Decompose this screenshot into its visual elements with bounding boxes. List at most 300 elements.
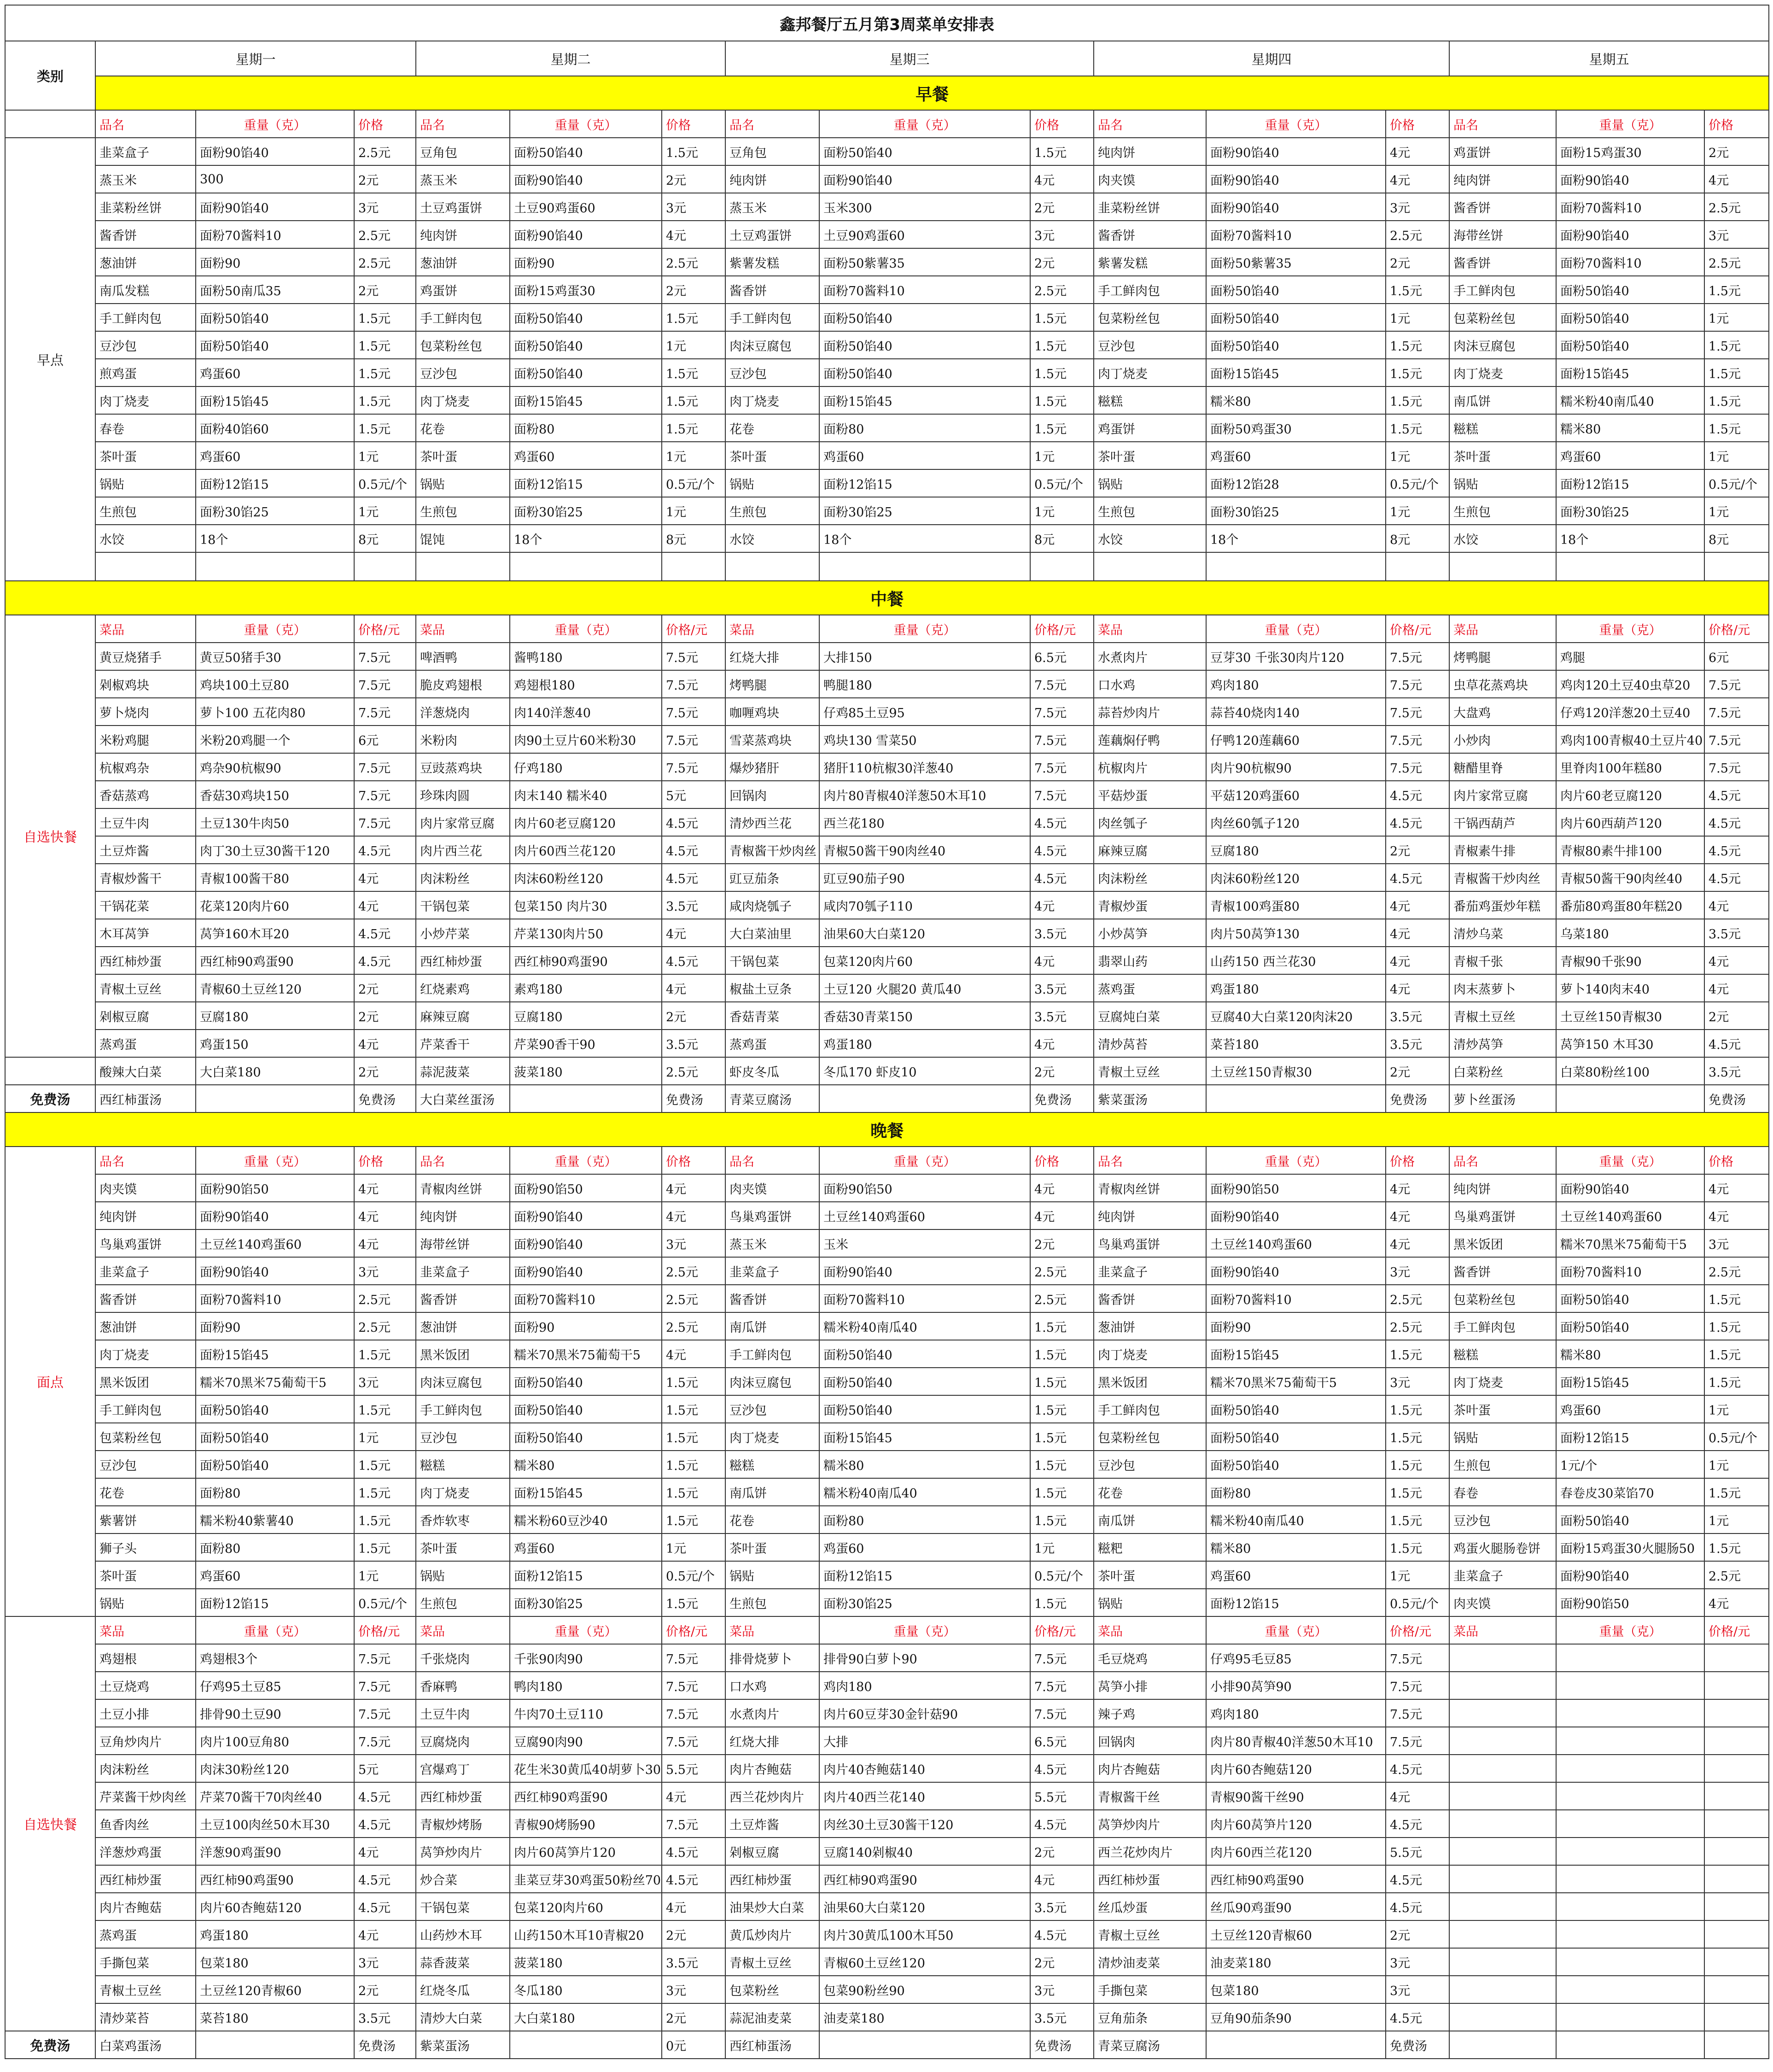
dinner-meal-col-price: 价格/元: [1704, 1616, 1769, 1644]
breakfast-item-weight: 糯米80: [1206, 386, 1386, 414]
breakfast-item-name: 茶叶蛋: [1449, 442, 1556, 469]
dinner-item-name: 韭菜盒子: [1449, 1561, 1556, 1589]
dinner-meal-item-name: 莴笋炒肉片: [416, 1838, 510, 1865]
dinner-meal-item-price: [1704, 1976, 1769, 2003]
breakfast-item-weight: 面粉12馅15: [510, 469, 662, 497]
lunch-item-name: 米粉鸡腿: [95, 726, 196, 753]
dinner-meal-item-weight: 仔鸡95毛豆85: [1206, 1644, 1386, 1672]
lunch-item-price: 3.5元: [1704, 919, 1769, 947]
dinner-item-price: 1.5元: [1704, 1285, 1769, 1312]
lunch-item-name: 青椒土豆丝: [1449, 1002, 1556, 1030]
dinner-meal-item-price: [1704, 1699, 1769, 1727]
lunch-item-weight: 肉丝60瓠子120: [1206, 808, 1386, 836]
lunch-item-name: 酸辣大白菜: [95, 1057, 196, 1085]
lunch-col-weight: 重量（克）: [819, 615, 1030, 643]
lunch-item-weight: 鸡蛋180: [819, 1030, 1030, 1057]
lunch-item-name: 杭椒肉片: [1094, 753, 1206, 781]
breakfast-item-weight: 鸡蛋60: [196, 442, 354, 469]
dinner-meal-header-row: [5, 1616, 1769, 1644]
dinner-item-price: 1.5元: [1704, 1368, 1769, 1395]
lunch-item-price: 4元: [1704, 891, 1769, 919]
breakfast-item-weight: 面粉80: [510, 414, 662, 442]
dinner-meal-item-name: 青椒酱干丝: [1094, 1782, 1206, 1810]
dinner-item-weight: 糯米粉40南瓜40: [819, 1312, 1030, 1340]
lunch-item-weight: 豆腐40大白菜120肉沫20: [1206, 1002, 1386, 1030]
dinner-item-price: 4元: [1704, 1589, 1769, 1616]
lunch-soup-name: 大白菜丝蛋汤: [416, 1085, 510, 1112]
dinner-item-weight: 面粉50馅40: [1556, 1312, 1704, 1340]
dinner-item-price: 1.5元: [1386, 1451, 1449, 1478]
dinner-meal-item-name: 土豆小排: [95, 1699, 196, 1727]
breakfast-item-price: 1元: [1704, 304, 1769, 331]
dinner-item-weight: 春卷皮30菜馅70: [1556, 1478, 1704, 1506]
dinner-meal-item-price: 5.5元: [1386, 1838, 1449, 1865]
breakfast-item-price: 2元: [662, 276, 725, 304]
dinner-meal-item-weight: 肉片60西兰花120: [1206, 1838, 1386, 1865]
dinner-meal-item-name: 青椒土豆丝: [1094, 1920, 1206, 1948]
dinner-soup-weight: [819, 2031, 1030, 2059]
dinner-meal-item-weight: 青椒60土豆丝120: [819, 1948, 1030, 1976]
breakfast-item-weight: 鸡蛋60: [1206, 442, 1386, 469]
dinner-item-price: 3元: [1386, 1257, 1449, 1285]
breakfast-item-name: 生煎包: [95, 497, 196, 525]
breakfast-item-weight: 面粉30馅25: [819, 497, 1030, 525]
dinner-meal-item-price: 4.5元: [1386, 2003, 1449, 2031]
dinner-item-weight: 面粉90: [196, 1312, 354, 1340]
dinner-meal-item-weight: 鸡肉180: [819, 1672, 1030, 1699]
lunch-item-price: 4元: [1386, 919, 1449, 947]
dinner-meal-item-name: 豆腐烧肉: [416, 1727, 510, 1755]
dinner-meal-item-weight: 油麦菜180: [819, 2003, 1030, 2031]
breakfast-item-weight: 面粉70酱料10: [1556, 193, 1704, 221]
breakfast-item-weight: 面粉15馅45: [1556, 359, 1704, 386]
dinner-row: [5, 1202, 1769, 1229]
dinner-item-weight: 糯米粉40南瓜40: [819, 1478, 1030, 1506]
dinner-soup-weight: [1556, 2031, 1704, 2059]
lunch-item-weight: 青椒90千张90: [1556, 947, 1704, 974]
lunch-item-price: 2元: [1704, 1002, 1769, 1030]
dinner-meal-item-weight: 菜苔180: [196, 2003, 354, 2031]
breakfast-item-weight: 面粉50馅40: [510, 138, 662, 165]
dinner-title: 晚餐: [5, 1112, 1769, 1147]
dinner-meal-item-weight: 包菜90粉丝90: [819, 1976, 1030, 2003]
dinner-item-weight: 面粉50馅40: [196, 1451, 354, 1478]
dinner-meal-item-name: 丝瓜炒蛋: [1094, 1893, 1206, 1920]
breakfast-item-price: 1.5元: [662, 386, 725, 414]
dinner-meal-item-name: [1449, 1727, 1556, 1755]
dinner-row: [5, 1285, 1769, 1312]
breakfast-item-weight: 面粉50馅40: [510, 331, 662, 359]
dinner-meal-item-weight: [1556, 1699, 1704, 1727]
breakfast-item-name: 肉夹馍: [1094, 165, 1206, 193]
breakfast-item-price: 4元: [1386, 165, 1449, 193]
lunch-item-weight: 肉140洋葱40: [510, 698, 662, 726]
empty-cell: [1094, 552, 1206, 581]
breakfast-item-price: 8元: [354, 525, 416, 552]
dinner-item-name: 茶叶蛋: [95, 1561, 196, 1589]
lunch-item-name: 脆皮鸡翅根: [416, 670, 510, 698]
dinner-meal-item-price: 4元: [662, 1782, 725, 1810]
lunch-item-weight: 芹菜90香干90: [510, 1030, 662, 1057]
lunch-item-weight: 肉末140 糯米40: [510, 781, 662, 808]
dinner-item-name: 酱香饼: [1449, 1257, 1556, 1285]
lunch-soup-name: 萝卜丝蛋汤: [1449, 1085, 1556, 1112]
dinner-meal-item-price: 4.5元: [1386, 1893, 1449, 1920]
breakfast-item-weight: 面粉90馅40: [1206, 193, 1386, 221]
dinner-item-name: 海带丝饼: [416, 1229, 510, 1257]
dinner-meal-item-price: 5.5元: [662, 1755, 725, 1782]
dinner-row: [5, 1506, 1769, 1534]
dinner-meal-item-price: 4.5元: [662, 1865, 725, 1893]
dinner-item-price: 1.5元: [1386, 1506, 1449, 1534]
empty-cell: [1030, 552, 1094, 581]
dinner-item-price: 4元: [662, 1174, 725, 1202]
breakfast-item-price: 4元: [1704, 165, 1769, 193]
dinner-meal-item-weight: 土豆100肉丝50木耳30: [196, 1810, 354, 1838]
lunch-item-price: 7.5元: [1386, 726, 1449, 753]
breakfast-item-weight: 面粉90馅40: [1206, 165, 1386, 193]
dinner-soup-weight: [1206, 2031, 1386, 2059]
breakfast-item-name: 水饺: [725, 525, 819, 552]
lunch-item-price: 4元: [354, 1030, 416, 1057]
lunch-item-weight: 青椒50酱干90肉丝40: [1556, 864, 1704, 891]
dinner-meal-item-price: 4元: [662, 1893, 725, 1920]
lunch-item-name: 剁椒鸡块: [95, 670, 196, 698]
dinner-meal-item-price: 3元: [354, 1948, 416, 1976]
breakfast-item-price: 8元: [662, 525, 725, 552]
dinner-meal-item-name: 清炒油麦菜: [1094, 1948, 1206, 1976]
dinner-item-weight: 面粉50馅40: [196, 1423, 354, 1451]
dinner-meal-item-name: 红烧冬瓜: [416, 1976, 510, 2003]
dinner-meal-item-price: 6.5元: [1030, 1727, 1094, 1755]
dinner-item-weight: 鸡蛋60: [1206, 1561, 1386, 1589]
lunch-item-price: 2元: [1386, 836, 1449, 864]
breakfast-item-name: 鸡蛋饼: [1094, 414, 1206, 442]
breakfast-item-price: 1.5元: [1704, 276, 1769, 304]
lunch-item-name: 口水鸡: [1094, 670, 1206, 698]
dinner-item-name: 锅贴: [95, 1589, 196, 1616]
dinner-meal-item-name: 油果炒大白菜: [725, 1893, 819, 1920]
breakfast-item-price: 1.5元: [662, 304, 725, 331]
lunch-item-weight: 肉90土豆片60米粉30: [510, 726, 662, 753]
dinner-item-name: 手工鲜肉包: [95, 1395, 196, 1423]
breakfast-item-name: 肉丁烧麦: [416, 386, 510, 414]
lunch-item-weight: 番茄80鸡蛋80年糕20: [1556, 891, 1704, 919]
dinner-item-price: 3元: [662, 1229, 725, 1257]
dinner-item-name: 豆沙包: [95, 1451, 196, 1478]
dinner-item-price: 1.5元: [1386, 1423, 1449, 1451]
dinner-meal-item-name: 莴笋小排: [1094, 1672, 1206, 1699]
lunch-item-name: 西红柿炒蛋: [416, 947, 510, 974]
dinner-item-weight: 土豆丝140鸡蛋60: [1206, 1229, 1386, 1257]
dinner-item-weight: 面粉70酱料10: [1206, 1285, 1386, 1312]
breakfast-item-price: 1.5元: [1704, 386, 1769, 414]
dinner-item-weight: 面粉80: [819, 1506, 1030, 1534]
dinner-item-name: 黑米饭团: [1094, 1368, 1206, 1395]
dinner-meal-item-name: 回锅肉: [1094, 1727, 1206, 1755]
dinner-meal-item-price: 7.5元: [1386, 1727, 1449, 1755]
breakfast-item-name: 纯肉饼: [416, 221, 510, 248]
dinner-item-name: 茶叶蛋: [1449, 1395, 1556, 1423]
dinner-meal-item-name: 蒜泥油麦菜: [725, 2003, 819, 2031]
lunch-item-name: 大盘鸡: [1449, 698, 1556, 726]
dinner-item-weight: 面粉70酱料10: [510, 1285, 662, 1312]
dinner-meal-item-price: 2元: [662, 1920, 725, 1948]
dinner-item-weight: 糯米粉40紫薯40: [196, 1506, 354, 1534]
dinner-meal-item-price: [1704, 2003, 1769, 2031]
lunch-row: [5, 1030, 1769, 1057]
dinner-meal-item-name: [1449, 1672, 1556, 1699]
dinner-meal-item-price: 7.5元: [354, 1644, 416, 1672]
lunch-item-price: 2元: [354, 1057, 416, 1085]
lunch-item-weight: 青椒60土豆丝120: [196, 974, 354, 1002]
breakfast-item-price: 2元: [1386, 248, 1449, 276]
dinner-item-weight: 面粉90馅50: [1556, 1589, 1704, 1616]
dinner-meal-item-name: [1449, 1699, 1556, 1727]
lunch-item-name: 白菜粉丝: [1449, 1057, 1556, 1085]
breakfast-col-name: 品名: [1449, 110, 1556, 138]
breakfast-item-name: 锅贴: [95, 469, 196, 497]
dinner-meal-item-weight: 肉片40杏鲍菇140: [819, 1755, 1030, 1782]
breakfast-item-weight: 面粉90馅40: [1556, 165, 1704, 193]
breakfast-item-price: 1.5元: [1704, 359, 1769, 386]
dinner-item-name: 鸟巢鸡蛋饼: [1094, 1229, 1206, 1257]
lunch-item-price: 7.5元: [354, 643, 416, 670]
dinner-meal-item-name: 土豆牛肉: [416, 1699, 510, 1727]
dinner-meal-item-weight: [1556, 1727, 1704, 1755]
dinner-meal-item-price: 7.5元: [662, 1699, 725, 1727]
dinner-item-price: 1.5元: [354, 1451, 416, 1478]
breakfast-item-price: 1.5元: [1386, 359, 1449, 386]
lunch-soup-price: 免费汤: [1030, 1085, 1094, 1112]
breakfast-row: [5, 304, 1769, 331]
dinner-item-name: 锅贴: [1094, 1589, 1206, 1616]
lunch-item-price: 5元: [662, 781, 725, 808]
breakfast-item-name: 手工鲜肉包: [1449, 276, 1556, 304]
dinner-meal-item-name: 西兰花炒肉片: [1094, 1838, 1206, 1865]
dinner-item-name: 豆沙包: [725, 1395, 819, 1423]
dinner-meal-item-name: 肉片杏鲍菇: [725, 1755, 819, 1782]
dinner-item-price: 1.5元: [1386, 1395, 1449, 1423]
dinner-item-weight: 鸡蛋60: [1556, 1395, 1704, 1423]
dinner-meal-row: [5, 1755, 1769, 1782]
lunch-item-name: 土豆牛肉: [95, 808, 196, 836]
lunch-item-weight: 肉片90杭椒90: [1206, 753, 1386, 781]
day-monday: 星期一: [95, 41, 416, 76]
breakfast-col-price: 价格: [1030, 110, 1094, 138]
breakfast-item-price: 1.5元: [1030, 138, 1094, 165]
dinner-item-name: 韭菜盒子: [1094, 1257, 1206, 1285]
dinner-meal-col-price: 价格/元: [1030, 1616, 1094, 1644]
lunch-item-name: 青椒炒酱干: [95, 864, 196, 891]
lunch-row: [5, 864, 1769, 891]
dinner-item-price: 1.5元: [1704, 1478, 1769, 1506]
breakfast-spacer-row: [5, 552, 1769, 581]
dinner-meal-item-name: 包菜粉丝: [725, 1976, 819, 2003]
dinner-item-weight: 面粉90馅40: [196, 1202, 354, 1229]
dinner-item-price: 1.5元: [1030, 1451, 1094, 1478]
dinner-meal-item-name: [1449, 1755, 1556, 1782]
dinner-row: [5, 1478, 1769, 1506]
dinner-item-weight: 糯米70黑米75葡萄干5: [196, 1368, 354, 1395]
lunch-item-price: 3.5元: [1030, 974, 1094, 1002]
dinner-meal-row: [5, 1782, 1769, 1810]
breakfast-item-name: 生煎包: [725, 497, 819, 525]
dinner-meal-item-weight: 青椒90烤肠90: [510, 1810, 662, 1838]
dinner-item-name: 豆沙包: [1094, 1451, 1206, 1478]
breakfast-item-weight: 面粉50馅40: [196, 304, 354, 331]
dinner-item-price: 4元: [1030, 1202, 1094, 1229]
dinner-item-weight: 糯米80: [1206, 1534, 1386, 1561]
dinner-meal-row: [5, 1865, 1769, 1893]
dinner-item-price: 1元: [354, 1561, 416, 1589]
dinner-category-label: 面点: [5, 1147, 95, 1616]
dinner-item-price: 1元: [1030, 1534, 1094, 1561]
lunch-item-name: 干锅花菜: [95, 891, 196, 919]
dinner-meal-item-name: 排骨烧萝卜: [725, 1644, 819, 1672]
lunch-row: [5, 1002, 1769, 1030]
breakfast-item-name: 酱香饼: [1094, 221, 1206, 248]
dinner-meal-row: [5, 2003, 1769, 2031]
lunch-item-price: 7.5元: [1386, 643, 1449, 670]
breakfast-item-weight: 面粉70酱料10: [196, 221, 354, 248]
lunch-item-name: 土豆炸酱: [95, 836, 196, 864]
dinner-meal-item-price: 3元: [1386, 1976, 1449, 2003]
dinner-item-weight: 面粉90馅40: [1206, 1257, 1386, 1285]
dinner-row: [5, 1257, 1769, 1285]
lunch-item-weight: 鸡肉100青椒40土豆片40: [1556, 726, 1704, 753]
lunch-col-weight: 重量（克）: [1206, 615, 1386, 643]
dinner-item-weight: 面粉50馅40: [196, 1395, 354, 1423]
dinner-soup-price: [1704, 2031, 1769, 2059]
dinner-meal-item-weight: 鸭肉180: [510, 1672, 662, 1699]
breakfast-item-weight: 鸡蛋60: [1556, 442, 1704, 469]
lunch-item-weight: 肉片60老豆腐120: [1556, 781, 1704, 808]
dinner-item-weight: 面粉90馅40: [1556, 1561, 1704, 1589]
dinner-item-price: 1元: [354, 1423, 416, 1451]
breakfast-item-name: 锅贴: [725, 469, 819, 497]
dinner-meal-item-price: 5元: [354, 1755, 416, 1782]
breakfast-item-weight: 18个: [196, 525, 354, 552]
breakfast-item-name: 肉沫豆腐包: [1449, 331, 1556, 359]
dinner-meal-item-weight: 山药150木耳10青椒20: [510, 1920, 662, 1948]
breakfast-item-price: 1元: [1704, 442, 1769, 469]
breakfast-col-weight: 重量（克）: [1556, 110, 1704, 138]
dinner-meal-item-price: 4.5元: [662, 1838, 725, 1865]
lunch-soup-weight: [1556, 1085, 1704, 1112]
dinner-meal-item-price: 4元: [354, 1920, 416, 1948]
breakfast-row: [5, 469, 1769, 497]
lunch-item-weight: 鸡蛋150: [196, 1030, 354, 1057]
lunch-item-weight: 肉沫60粉丝120: [1206, 864, 1386, 891]
dinner-meal-item-name: 辣子鸡: [1094, 1699, 1206, 1727]
dinner-meal-row: [5, 1893, 1769, 1920]
dinner-item-price: 2.5元: [1030, 1257, 1094, 1285]
lunch-item-weight: 油果60大白菜120: [819, 919, 1030, 947]
breakfast-item-name: 锅贴: [1449, 469, 1556, 497]
dinner-meal-item-name: 干锅包菜: [416, 1893, 510, 1920]
lunch-item-weight: 西红柿90鸡蛋90: [510, 947, 662, 974]
breakfast-item-price: 1元: [662, 331, 725, 359]
dinner-item-name: 锅贴: [725, 1561, 819, 1589]
breakfast-item-name: 肉丁烧麦: [95, 386, 196, 414]
lunch-item-price: 4.5元: [662, 808, 725, 836]
dinner-item-name: 黑米饭团: [95, 1368, 196, 1395]
breakfast-item-name: 春卷: [95, 414, 196, 442]
lunch-item-name: 咸肉烧瓠子: [725, 891, 819, 919]
breakfast-item-price: 8元: [1704, 525, 1769, 552]
breakfast-item-name: 包菜粉丝包: [1449, 304, 1556, 331]
breakfast-item-price: 2.5元: [1704, 248, 1769, 276]
breakfast-item-weight: 面粉70酱料10: [1206, 221, 1386, 248]
dinner-col-weight: 重量（克）: [819, 1147, 1030, 1174]
dinner-meal-item-weight: 小排90莴笋90: [1206, 1672, 1386, 1699]
dinner-meal-item-price: 4.5元: [1030, 1755, 1094, 1782]
breakfast-item-weight: 18个: [1556, 525, 1704, 552]
day-tuesday: 星期二: [416, 41, 725, 76]
dinner-item-weight: 糯米80: [1556, 1340, 1704, 1368]
dinner-meal-item-weight: 肉片40西兰花140: [819, 1782, 1030, 1810]
lunch-soup-weight: [196, 1085, 354, 1112]
lunch-extra-blank: [5, 1057, 95, 1085]
dinner-item-name: 纯肉饼: [416, 1202, 510, 1229]
dinner-meal-col-name: 菜品: [725, 1616, 819, 1644]
breakfast-item-weight: 面粉15鸡蛋30: [510, 276, 662, 304]
dinner-item-price: 1元: [1704, 1451, 1769, 1478]
dinner-item-price: 1.5元: [1386, 1478, 1449, 1506]
dinner-item-price: 1.5元: [662, 1368, 725, 1395]
dinner-item-name: 糍糕: [416, 1451, 510, 1478]
dinner-item-weight: 面粉15馅45: [1556, 1368, 1704, 1395]
dinner-item-name: 花卷: [95, 1478, 196, 1506]
breakfast-item-name: 豆角包: [725, 138, 819, 165]
breakfast-item-weight: 面粉50馅40: [1206, 331, 1386, 359]
dinner-meal-item-name: 西红柿炒蛋: [1094, 1865, 1206, 1893]
breakfast-item-name: 包菜粉丝包: [1094, 304, 1206, 331]
breakfast-item-name: 包菜粉丝包: [416, 331, 510, 359]
dinner-meal-row: [5, 1920, 1769, 1948]
dinner-item-weight: 面粉80: [196, 1534, 354, 1561]
dinner-meal-col-name: 菜品: [95, 1616, 196, 1644]
dinner-meal-item-weight: 豆角90茄条90: [1206, 2003, 1386, 2031]
lunch-item-price: 4.5元: [1386, 781, 1449, 808]
breakfast-col-price: 价格: [662, 110, 725, 138]
dinner-meal-item-name: [1449, 1920, 1556, 1948]
dinner-item-price: 0.5元/个: [662, 1561, 725, 1589]
dinner-col-weight: 重量（克）: [510, 1147, 662, 1174]
dinner-item-price: 2.5元: [1386, 1312, 1449, 1340]
breakfast-item-weight: 面粉90: [510, 248, 662, 276]
dinner-meal-item-weight: 包菜180: [1206, 1976, 1386, 2003]
dinner-meal-item-weight: 西红柿90鸡蛋90: [1206, 1865, 1386, 1893]
breakfast-item-weight: 面粉30馅25: [510, 497, 662, 525]
dinner-meal-item-weight: [1556, 1672, 1704, 1699]
dinner-item-weight: 面粉70酱料10: [196, 1285, 354, 1312]
dinner-item-name: 肉沫豆腐包: [416, 1368, 510, 1395]
dinner-meal-item-name: 黄瓜炒肉片: [725, 1920, 819, 1948]
lunch-item-name: 小炒莴笋: [1094, 919, 1206, 947]
breakfast-item-price: 8元: [1030, 525, 1094, 552]
dinner-item-name: 生煎包: [1449, 1451, 1556, 1478]
breakfast-item-price: 3元: [354, 193, 416, 221]
dinner-meal-item-weight: 西红柿90鸡蛋90: [510, 1782, 662, 1810]
lunch-item-weight: 莴笋160木耳20: [196, 919, 354, 947]
lunch-item-weight: 鸡肉120土豆40虫草20: [1556, 670, 1704, 698]
dinner-meal-item-name: 毛豆烧鸡: [1094, 1644, 1206, 1672]
breakfast-item-price: 2元: [354, 165, 416, 193]
breakfast-item-weight: 面粉50馅40: [1206, 276, 1386, 304]
dinner-col-name: 品名: [1094, 1147, 1206, 1174]
